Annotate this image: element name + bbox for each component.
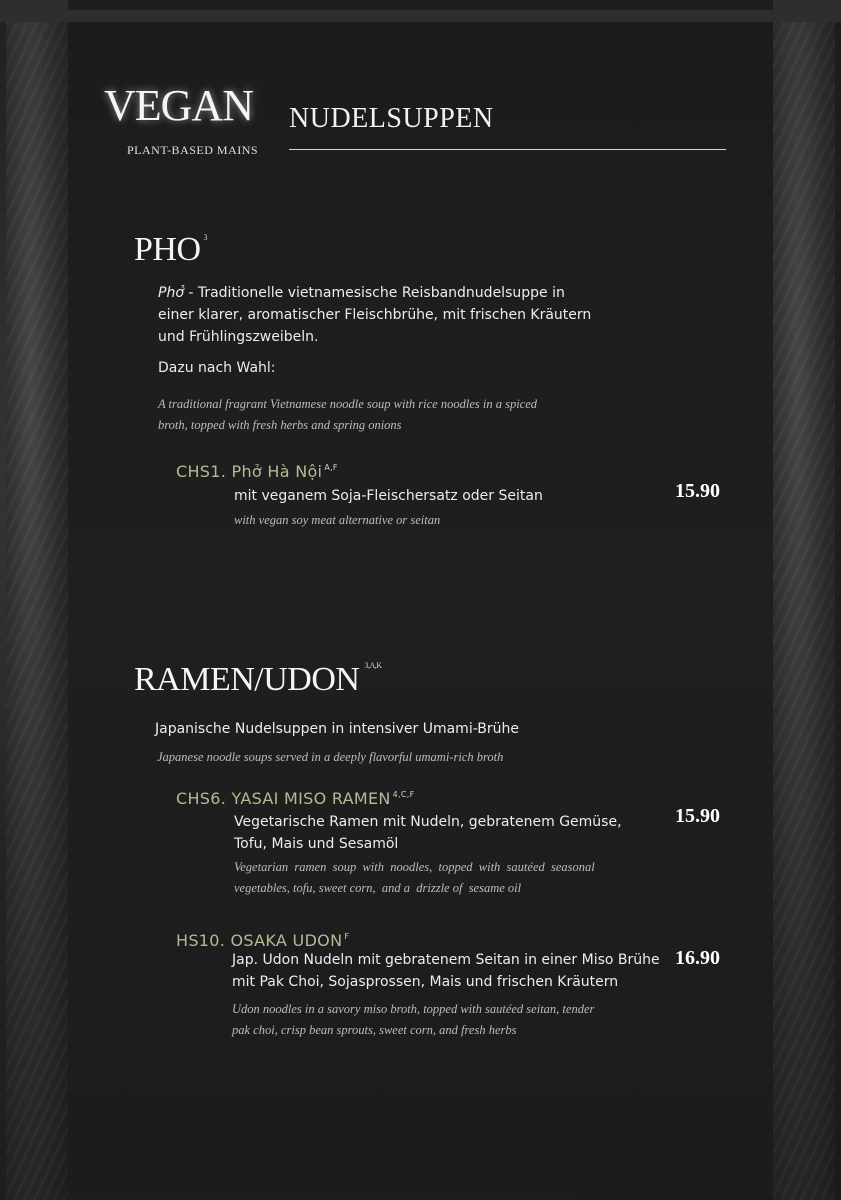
pho-desc-line3: und Frühlingszweibeln.	[158, 329, 319, 345]
menu-item-price: 15.90	[675, 805, 720, 827]
menu-item-name	[176, 789, 415, 808]
pho-choice-label: Dazu nach Wahl:	[158, 360, 276, 376]
left-stone-border	[6, 22, 68, 1200]
category-title-text: PHO	[134, 231, 201, 268]
ramen-description-de: Japanische Nudelsuppen in intensiver Umami-Brühe	[155, 721, 519, 737]
pho-desc-line2: einer klarer, aromatischer Fleischbrühe, mit frischen Kräutern	[158, 307, 592, 323]
ramen-description-en: Japanese noodle soups served in a deeply flavorful umami-rich broth	[157, 750, 504, 764]
category-title-ramen	[134, 662, 382, 697]
pho-desc-line1: - Traditionelle vietnamesische Reisbandnudelsuppe in	[183, 285, 565, 301]
category-allergen-sup: 3,A,K	[364, 661, 382, 670]
right-stone-border	[773, 22, 835, 1200]
category-title-pho	[134, 233, 207, 267]
brand-subtitle: PLANT-BASED MAINS	[127, 143, 259, 157]
pho-description-en	[158, 394, 537, 436]
menu-item-desc-de: mit veganem Soja-Fleischersatz oder Seitan	[234, 488, 543, 504]
menu-item-price: 15.90	[675, 480, 720, 502]
item-allergen-sup: F	[344, 932, 350, 941]
pho-lead-word: Phở	[158, 285, 184, 301]
item-en-line2: vegetables, tofu, sweet corn, and a drizzle of sesame oil	[234, 881, 522, 895]
item-code-name: HS10. OSAKA UDON	[176, 931, 343, 950]
item-desc-line1: Jap. Udon Nudeln mit gebratenem Seitan in einer Miso Brühe	[232, 952, 660, 968]
item-en-line2: pak choi, crisp bean sprouts, sweet corn, and fresh herbs	[232, 1023, 517, 1037]
menu-item-price: 16.90	[675, 947, 720, 969]
item-en-line1: Udon noodles in a savory miso broth, topped with sautéed seitan, tender	[232, 1002, 595, 1016]
pho-description-de	[158, 282, 591, 348]
item-en-line1: Vegetarian ramen soup with noodles, topped with sautéed seasonal	[234, 860, 595, 874]
item-desc-line1: Vegetarische Ramen mit Nudeln, gebratenem Gemüse,	[234, 814, 622, 830]
category-allergen-sup: 3	[203, 233, 208, 242]
item-desc-line2: Tofu, Mais und Sesamöl	[234, 836, 399, 852]
item-code-name: CHS1. Phở Hà Nội	[176, 462, 323, 481]
pho-en-line2: broth, topped with fresh herbs and spring onions	[158, 418, 402, 432]
item-code-name: CHS6. YASAI MISO RAMEN	[176, 789, 391, 808]
menu-item-desc-en	[232, 999, 594, 1041]
section-title: NUDELSUPPEN	[289, 103, 494, 134]
category-title-text: RAMEN/UDON	[134, 661, 360, 698]
item-allergen-sup: A,F	[324, 463, 338, 472]
item-allergen-sup: 4,C,F	[392, 790, 415, 799]
item-desc-line2: mit Pak Choi, Sojasprossen, Mais und frischen Kräutern	[232, 974, 619, 990]
section-divider	[289, 149, 726, 150]
menu-item-desc-de	[234, 811, 622, 855]
brand-title: VEGAN	[104, 81, 253, 130]
menu-item-desc-en: with vegan soy meat alternative or seitan	[234, 513, 441, 527]
menu-item-desc-en	[234, 857, 632, 899]
menu-item-name	[176, 931, 349, 950]
top-strip	[0, 0, 841, 22]
pho-en-line1: A traditional fragrant Vietnamese noodle soup with rice noodles in a spiced	[158, 397, 538, 411]
menu-item-name	[176, 462, 338, 481]
menu-item-desc-de	[232, 949, 660, 993]
